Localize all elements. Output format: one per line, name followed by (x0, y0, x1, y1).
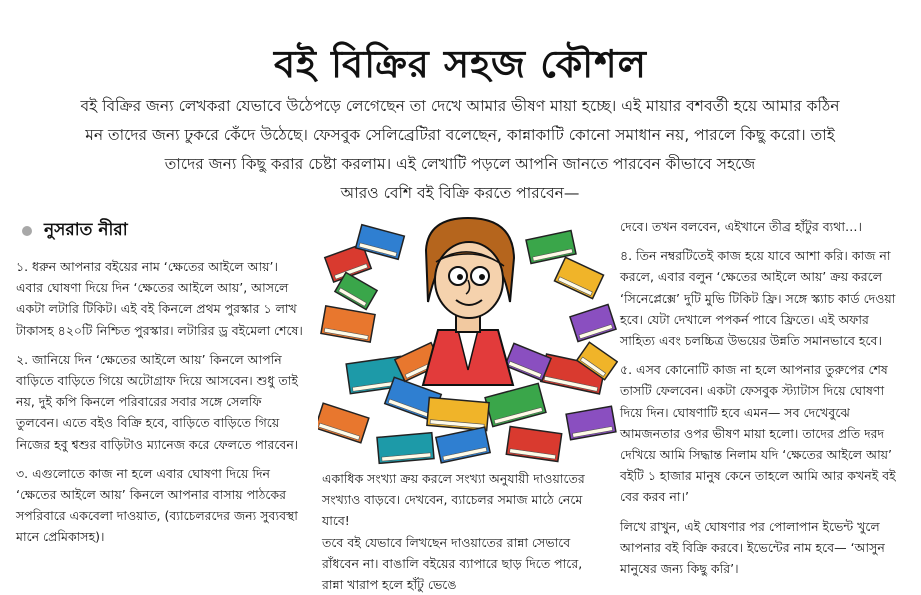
book-icon (570, 304, 616, 341)
article-paragraph: ১. ধরুন আপনার বইয়ের নাম ‘ক্ষেতের আইলে আয়’। এবার ঘোষণা দিয়ে দিন ‘ক্ষেতের আইলে আয়’, আসলে একটা লটারি টিকিট। এই বই কিনলে প্রথম পুরস্কার ১ লাখ টাকাসহ ৪২০টি নিশ্চিত পুরস্কার। লটারির ড্র বইমেলা শেষে। (16, 259, 303, 338)
author-name: নুসরাত নীরা (44, 220, 128, 240)
cartoon-person (423, 218, 514, 385)
book-icon (377, 433, 434, 464)
bullet-dot-icon (22, 226, 32, 236)
article-paragraph: লিখে রাখুন, এই ঘোষণার পর পোলাপান ইভেন্ট খুলে আপনার বই বিক্রি করবে। ইভেন্টের নাম হবে— ‘আসুন মানুষের জন্য কিছু করি’। (620, 518, 885, 577)
book-icon (318, 403, 369, 443)
article-paragraph: ২. জানিয়ে দিন ‘ক্ষেতের আইলে আয়’ কিনলে আপনি বাড়িতে বাড়িতে গিয়ে অটোগ্রাফ দিয়ে আসবেন। শুধু তাই নয়, দুই কপি কিনলে পরিবারের সবার সঙ্গে সেলফি তুলবেন। এতে বইও বিক্রি হবে, বাড়িতে বাড়িতে গিয়ে নিজের হবু শ্বশুর বাড়িটাও ম্যানেজ করে ফেলতে পারবেন। (16, 351, 299, 452)
article-paragraph: তবে বই যেভাবে লিখছেন দাওয়াতের রান্না সেভাবে রাঁধবেন না। বাঙালি বইয়ের ব্যাপারে ছাড় দিতে পারে, রান্না খারাপ হলে হাঁটু ভেঙে (322, 534, 583, 593)
intro-line: মন তাদের জন্য ঢুকরে কেঁদে উঠেছে। ফেসবুক সেলিব্রেটিরা বলেছেন, কান্নাকাটি কোনো সমাধান নয়, পারলে কিছু করো। তাই (85, 126, 835, 144)
article-headline: বই বিক্রির সহজ কৌশল (274, 42, 647, 87)
intro-line: আরও বেশি বই বিক্রি করতে পারবেন— (340, 184, 580, 202)
article-paragraph: দেবে। তখন বলবেন, এইখানে তীব্র হাঁটুর ব্যথা…। (620, 219, 862, 234)
intro-line: বই বিক্রির জন্য লেখকরা যেভাবে উঠেপড়ে লেগেছেন তা দেখে আমার ভীষণ মায়া হচ্ছে। এই মায়ার বশবর্তী হয়ে আমার কঠিন (80, 97, 840, 115)
article-paragraph: ৩. এগুলোতে কাজ না হলে এবার ঘোষণা দিয়ে দিন ‘ক্ষেতের আইলে আয়’ কিনলে আপনার বাসায় পাঠকের সপরিবারে একবেলা দাওয়াত, (ব্যাচেলরদের জন্য সুব্যবস্থা মানে প্রেমিকাসহ)। (16, 465, 298, 545)
intro-paragraph (20, 92, 900, 208)
book-icon (505, 343, 551, 380)
book-icon (485, 383, 546, 426)
intro-line: তাদের জন্য কিছু করার চেষ্টা করলাম। এই লেখাটি পড়লে আপনি জানতে পারবেন কীভাবে সহজে (164, 155, 756, 173)
column-middle (322, 468, 592, 595)
book-icon (321, 306, 375, 342)
book-icon (427, 397, 489, 430)
book-icon (506, 427, 561, 462)
column-left (16, 256, 306, 556)
book-icon (436, 427, 490, 463)
cartoon-person-among-books-icon (318, 210, 618, 465)
book-icon (554, 257, 603, 298)
article-paragraph: একাধিক সংখ্যা ক্রয় করলে সংখ্যা অনুযায়ী দাওয়াতের সংখ্যাও বাড়বে। দেখবেন, ব্যাচেলর সমাজ মাঠে নেমে যাবে! (322, 471, 585, 529)
article-paragraph: ৫. এসব কোনোটি কাজ না হলে আপনার তুরুপের শেষ তাসটি ফেলবেন। একটা ফেসবুক স্ট্যাটাস দিয়ে ঘোষণা দিয়ে দিন। ঘোষণাটি হবে এমন— সব দেখেবুঝে আমজনতার ওপর ভীষণ মায়া হলো। তাদের প্রতি দরদ দেখিয়ে আমি সিদ্ধান্ত নিলাম যদি ‘ক্ষেতের আইলে আয়’ বইটি ১ হাজার মানুষ কেনে তাহলে আমি আর কখনই বই বের করব না।’ (620, 362, 896, 505)
article-paragraph: ৪. তিন নম্বরটিতেই কাজ হয়ে যাবে আশা করি। কাজ না করলে, এবার বলুন ‘ক্ষেতের আইলে আয়’ ক্রয় করলে ‘সিনেপ্লেক্সে’ দুটি মুভি টিকিট ফ্রি। সঙ্গে স্ক্যাচ কার্ড দেওয়া হবে। যেটা দেখালে পপকর্ন পাবে ফ্রিতে। এই অফার সাহিত্য এবং চলচ্চিত্র উভয়ের উন্নতি সমানভাবে হবে। (620, 248, 896, 349)
author-byline (22, 217, 128, 245)
book-icon (566, 406, 616, 440)
books-illustration (318, 210, 618, 465)
column-right (620, 216, 905, 587)
